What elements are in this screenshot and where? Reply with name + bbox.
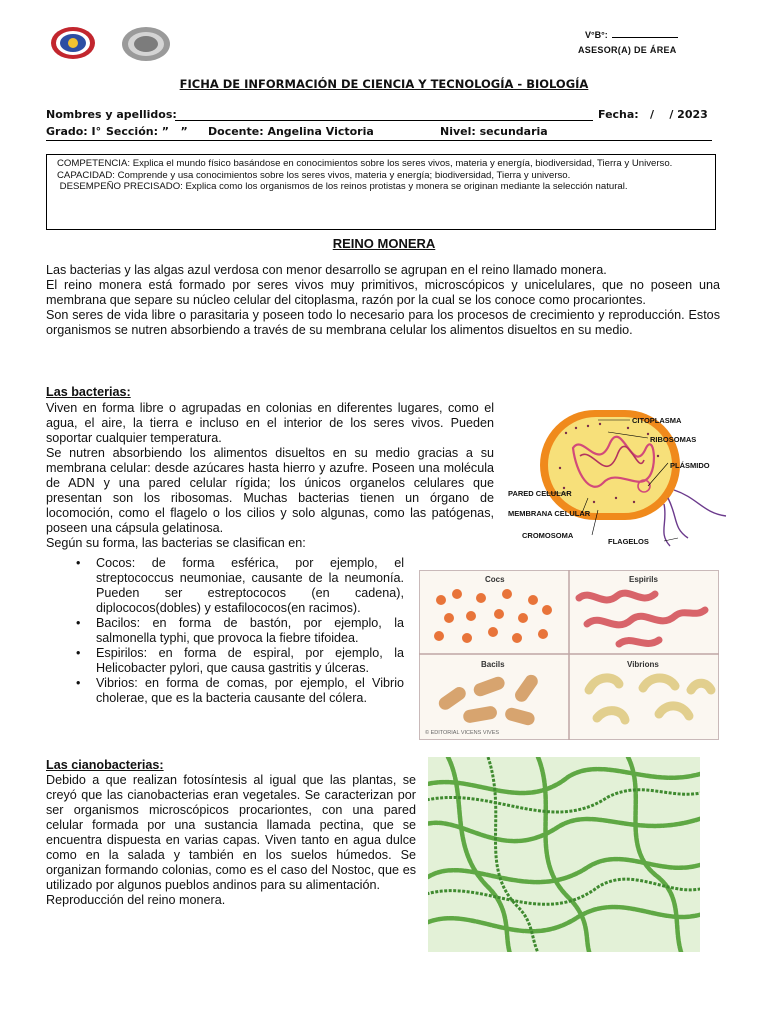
name-label: Nombres y apellidos: (46, 108, 177, 121)
header-rule (46, 140, 712, 141)
form-item-cocos: • Cocos: de forma esférica, por ejemplo, el streptococcus neumoniae, causante de la neumonía. Pueden ser estreptococos (en cadena), diplococos(dobles) y estafilococos(en racimos). (76, 556, 404, 615)
bacterias-paragraph: Se nutren absorbiendo los alimentos disueltos en su medio gracias a su membrana celular: desde azúcares hasta hierro y azufre. Poseen una molécula de ADN y una pared celular rígida; los únicos organelos celulares que presentan son los ribosomas. Muchas bacterias tienen un órgano de locomoción, como el flagelo o los cilios y solo algunas, como las patógenas, poseen una cápsula gelatinosa. (46, 446, 494, 535)
intro-text (46, 263, 720, 338)
cianobacterias-heading: Las cianobacterias: (46, 758, 164, 772)
intro-paragraph: Las bacterias y las algas azul verdosa con menor desarrollo se agrupan en el reino llamado monera. (46, 263, 607, 277)
panel-espirils-label: Espirils (629, 575, 658, 584)
bacteria-forms (46, 556, 404, 706)
advisor-label: ASESOR(A) DE ÁREA (578, 45, 677, 55)
form-item-bacilos: • Bacilos: en forma de bastón, por ejemplo, la salmonella typhi, que provoca la fiebre tifoidea. (76, 616, 404, 645)
bullet: • (76, 556, 81, 570)
form-item-vibrios: • Vibrios: en forma de comas, por ejemplo, el Vibrio cholerae, que es la bacteria causante del cólera. (76, 676, 404, 705)
date-value: / / 2023 (650, 108, 708, 121)
bacterias-paragraph: Viven en forma libre o agrupadas en colonias en diferentes lugares, como el agua, el aire, la tierra e incluso en el interior de los seres vivos. Pueden soportar cualquier temperatura. (46, 401, 494, 445)
bacteria-shapes-figure (419, 570, 719, 740)
bullet: • (76, 646, 81, 660)
name-line (175, 120, 593, 121)
date-label: Fecha: (598, 108, 639, 121)
label-pared: PARED CELULAR (508, 489, 572, 498)
section-label: Sección: ” ” (106, 125, 188, 138)
page-title: FICHA DE INFORMACIÓN DE CIENCIA Y TECNOLOGÍA - BIOLOGÍA (179, 77, 589, 91)
competency-box (46, 154, 716, 230)
bullet: • (76, 676, 81, 690)
reproduccion-line: Reproducción del reino monera. (46, 893, 226, 907)
bacterias-paragraph: Según su forma, las bacterias se clasifican en: (46, 536, 306, 550)
level-label: Nivel: secundaria (440, 125, 548, 138)
label-membrana: MEMBRANA CELULAR (508, 509, 591, 518)
cianobacterias-paragraph: Debido a que realizan fotosíntesis al igual que las plantas, se creyó que las cianobacterias eran vegetales. Se caracterizan por ser organismos microscópicos procariontes, con una pared celular formada por una sustancia llamada pectina, que se encuentra dispuesta en varias capas. Viven tanto en agua dulce como en la salada y también en los suelos húmedos. Se organizan formando colonias, como es el caso del Nostoc, que es utilizado por algunos pueblos andinos para su alimentación. (46, 773, 416, 892)
panel-vibrions-label: Vibrions (627, 660, 659, 669)
school-logo (50, 26, 96, 60)
label-citoplasma: CITOPLASMA (632, 416, 682, 425)
panel-bacils-label: Bacils (481, 660, 505, 669)
section-title: REINO MONERA (332, 236, 436, 251)
panel-cocos-label: Cocs (485, 575, 505, 584)
label-ribosomas: RIBOSOMAS (650, 435, 697, 444)
cyanobacteria-photo (428, 757, 700, 952)
grade-label: Grado: I° (46, 125, 102, 138)
sgce-logo (120, 26, 172, 62)
cianobacterias-text (46, 773, 416, 908)
intro-paragraph: El reino monera está formado por seres vivos muy primitivos, microscópicos y unicelulares, que no poseen una membrana que separe su núcleo celular del citoplasma, razón por la cual se los conoce como procariontes. (46, 278, 720, 307)
capacidad-text: CAPACIDAD: Comprende y usa conocimientos sobre los seres vivos, materia y energía; biodiversidad, Tierra y universo. (57, 169, 571, 181)
approval-label: V°B°: (585, 30, 678, 40)
figure-credit: © EDITORIAL VICENS VIVES (425, 730, 500, 736)
label-plasmido: PLÁSMIDO (670, 461, 710, 470)
desempeno-text: DESEMPEÑO PRECISADO: Explica como los organismos de los reinos protistas y monera se originan mediante la selección natural. (57, 181, 628, 193)
teacher-label: Docente: Angelina Victoria (208, 125, 374, 138)
bacteria-cell-diagram (498, 398, 730, 550)
form-item-espirilos: • Espirilos: en forma de espiral, por ejemplo, la Helicobacter pylori, que causa gastritis y úlceras. (76, 646, 404, 675)
bacterias-text (46, 401, 494, 551)
bacterias-heading: Las bacterias: (46, 385, 131, 399)
competencia-text: COMPETENCIA: Explica el mundo físico basándose en conocimientos sobre los seres vivos, materia y energía, biodiversidad, Tierra y Universo. (57, 158, 673, 169)
intro-paragraph: Son seres de vida libre o parasitaria y poseen todo lo necesario para los procesos de crecimiento y reproducción. Estos organismos se nutren absorbiendo a través de su membrana celular los alimentos disueltos en su medio. (46, 308, 720, 337)
bullet: • (76, 616, 81, 630)
label-flagelos: FLAGELOS (608, 537, 649, 546)
label-cromosoma: CROMOSOMA (522, 531, 574, 540)
